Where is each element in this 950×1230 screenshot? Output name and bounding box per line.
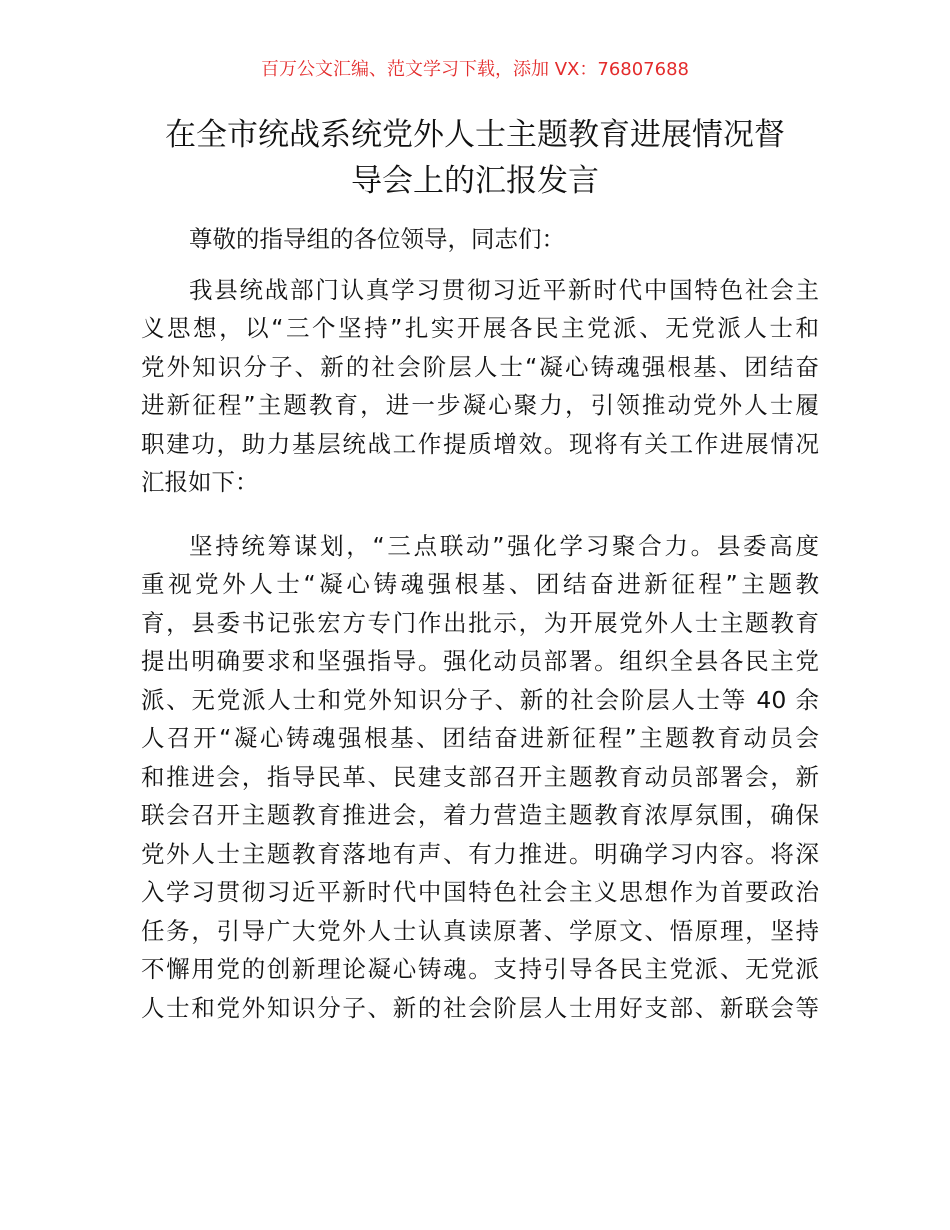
intro-paragraph [141,271,819,502]
text-line: 人士和党外知识分子、新的社会阶层人士用好支部、新联会等 [141,993,819,1022]
document-title [130,112,820,204]
text-line: 联会召开主题教育推进会，着力营造主题教育浓厚氛围，确保 [141,801,819,829]
text-line: 提出明确要求和坚强指导。强化动员部署。组织全县各民主党 [141,647,819,675]
text-line: 任务，引导广大党外人士认真读原著、学原文、悟原理，坚持 [141,916,819,945]
watermark-header: 百万公文汇编、范文学习下载，添加 VX：76807688 [261,59,689,80]
text-line: 不懈用党的创新理论凝心铸魂。支持引导各民主党派、无党派 [141,955,819,983]
text-line: 党外知识分子、新的社会阶层人士“凝心铸魂强根基、团结奋 [141,352,819,381]
text-line: 派、无党派人士和党外知识分子、新的社会阶层人士等 40 余 [141,685,819,714]
salutation: 尊敬的指导组的各位领导，同志们： [189,225,565,253]
text-line: 我县统战部门认真学习贯彻习近平新时代中国特色社会主 [189,275,819,304]
salutation-paragraph [141,220,819,259]
text-line: 育，县委书记张宏方专门作出批示，为开展党外人士主题教育 [141,608,819,637]
text-line: 和推进会，指导民革、民建支部召开主题教育动员部署会，新 [141,762,819,791]
text-line: 党外人士主题教育落地有声、有力推进。明确学习内容。将深 [141,839,819,868]
section-paragraph [141,527,819,1028]
text-line: 义思想，以“三个坚持”扎实开展各民主党派、无党派人士和 [141,314,819,342]
title-line: 导会上的汇报发言 [351,163,599,199]
text-line: 入学习贯彻习近平新时代中国特色社会主义思想作为首要政治 [141,878,819,906]
text-line: 职建功，助力基层统战工作提质增效。现将有关工作进展情况 [141,429,819,458]
text-line: 重视党外人士“凝心铸魂强根基、团结奋进新征程”主题教 [141,570,819,598]
title-line: 在全市统战系统党外人士主题教育进展情况督 [165,117,785,153]
text-line: 人召开“凝心铸魂强根基、团结奋进新征程”主题教育动员会 [141,724,819,752]
text-line: 进新征程”主题教育，进一步凝心聚力，引领推动党外人士履 [141,391,819,419]
text-line: 坚持统筹谋划，“三点联动”强化学习聚合力。县委高度 [189,531,819,560]
document-body [141,220,819,1027]
text-line: 汇报如下： [141,468,259,496]
